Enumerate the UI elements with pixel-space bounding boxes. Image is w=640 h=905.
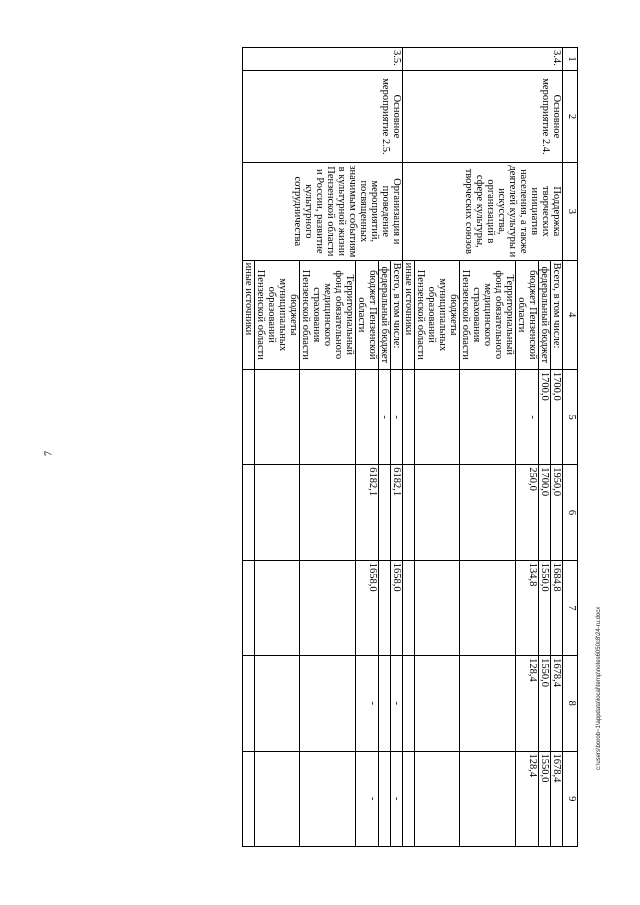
value-cell (415, 656, 460, 751)
header-cell: 4 (563, 260, 578, 369)
value-cell (255, 751, 300, 847)
funding-source: бюджеты муниципальных образований Пензенской области (255, 260, 300, 369)
table-row (551, 48, 563, 847)
row-number: 3.5. (243, 48, 403, 71)
header-cell: 9 (563, 751, 578, 847)
value-cell: 134,8 (516, 560, 539, 655)
funding-source: федеральный бюджет (379, 260, 391, 369)
value-cell (460, 465, 516, 560)
header-cell: 2 (563, 70, 578, 162)
value-cell (255, 465, 300, 560)
header-row (563, 48, 578, 847)
value-cell: 1700,0 (551, 369, 563, 464)
header-cell: 6 (563, 465, 578, 560)
table-row (391, 48, 403, 847)
value-cell (415, 465, 460, 560)
value-cell (255, 369, 300, 464)
measure-name: Основное мероприятие 2.4. (403, 70, 563, 162)
header-cell: 7 (563, 560, 578, 655)
value-cell: - (391, 656, 403, 751)
page-number: 7 (43, 451, 55, 456)
value-cell: 1950,0 (551, 465, 563, 560)
value-cell: 1700,0 (539, 369, 551, 464)
value-cell: 1684,8 (551, 560, 563, 655)
value-cell (460, 656, 516, 751)
value-cell (356, 369, 379, 464)
value-cell (403, 369, 415, 464)
measure-description: Организация и проведение мероприятий, посвященных значимым событиям в культурной жизни Пензенской области и России, развитие культурного сотрудничества (243, 162, 403, 260)
funding-source: бюджет Пензенской области (516, 260, 539, 369)
value-cell (255, 656, 300, 751)
value-cell (243, 560, 255, 655)
value-cell (379, 465, 391, 560)
value-cell: 1658,0 (356, 560, 379, 655)
funding-source: федеральный бюджет (539, 260, 551, 369)
value-cell (403, 656, 415, 751)
value-cell: 1678,4 (551, 751, 563, 847)
value-cell (243, 465, 255, 560)
value-cell: 1658,0 (391, 560, 403, 655)
header-cell: 8 (563, 656, 578, 751)
header-cell: 5 (563, 369, 578, 464)
file-path-footer: c:\users\borob~1\appdata\local\temp\notes6050c8\24-ru.docx (596, 606, 602, 770)
value-cell: - (391, 369, 403, 464)
value-cell (379, 751, 391, 847)
value-cell: 1550,0 (539, 751, 551, 847)
funding-source: бюджеты муниципальных образований Пензенской области (415, 260, 460, 369)
value-cell: 128,4 (516, 656, 539, 751)
value-cell: 128,4 (516, 751, 539, 847)
value-cell (300, 751, 356, 847)
value-cell (243, 656, 255, 751)
funding-source: бюджет Пензенской области (356, 260, 379, 369)
value-cell (403, 465, 415, 560)
value-cell (415, 751, 460, 847)
row-number: 3.4. (403, 48, 563, 71)
value-cell (460, 369, 516, 464)
value-cell (300, 560, 356, 655)
budget-table (84, 47, 578, 847)
measure-name: Основное мероприятие 2.5. (243, 70, 403, 162)
value-cell (255, 560, 300, 655)
header-cell: 1 (563, 48, 578, 71)
value-cell: 1550,0 (539, 656, 551, 751)
value-cell (300, 465, 356, 560)
value-cell: - (379, 369, 391, 464)
value-cell (379, 656, 391, 751)
header-cell: 3 (563, 162, 578, 260)
value-cell: 6182,1 (391, 465, 403, 560)
value-cell (243, 369, 255, 464)
funding-source: Территориальный фонд обязательного медицинского страхования Пензенской области (460, 260, 516, 369)
value-cell (415, 560, 460, 655)
value-cell (460, 751, 516, 847)
funding-source: иные источники (243, 260, 255, 369)
value-cell: 1550,0 (539, 560, 551, 655)
value-cell: 1700,0 (539, 465, 551, 560)
value-cell (379, 560, 391, 655)
value-cell (403, 560, 415, 655)
value-cell (460, 560, 516, 655)
value-cell (300, 369, 356, 464)
value-cell (300, 656, 356, 751)
funding-source: Территориальный фонд обязательного медицинского страхования Пензенской области (300, 260, 356, 369)
value-cell (415, 369, 460, 464)
value-cell: 1678,4 (551, 656, 563, 751)
value-cell: - (356, 656, 379, 751)
value-cell: - (356, 751, 379, 847)
value-cell: 250,0 (516, 465, 539, 560)
value-cell (243, 751, 255, 847)
funding-source: Всего, в том числе: (551, 260, 563, 369)
value-cell (403, 751, 415, 847)
funding-source: Всего, в том числе: (391, 260, 403, 369)
measure-description: Поддержка творческих инициатив населения, а также деятелей культуры и искусства, организаций в сфере культуры, творческих союзов (403, 162, 563, 260)
value-cell: - (391, 751, 403, 847)
value-cell: - (516, 369, 539, 464)
funding-source: иные источники (403, 260, 415, 369)
value-cell: 6182,1 (356, 465, 379, 560)
